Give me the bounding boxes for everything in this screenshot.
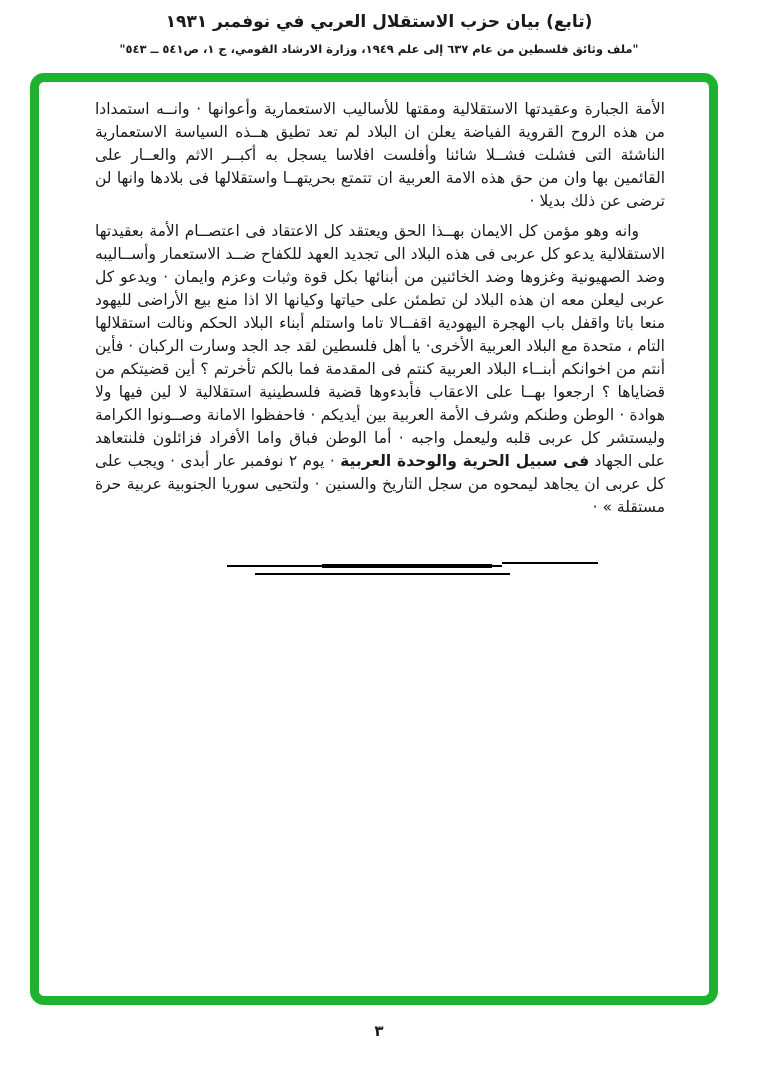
divider-rule-main-thick	[322, 564, 492, 568]
document-title: (تابع) بيان حزب الاستقلال العربي في نوفمبر ١٩٣١	[165, 12, 593, 32]
paragraph-2-bold-phrase: فى سبيل الحرية والوحدة العربية	[340, 452, 590, 470]
scan-highlight-frame	[30, 73, 718, 1005]
divider-rule-lower	[255, 573, 510, 575]
paragraph-2	[95, 220, 665, 519]
paragraph-1: الأمة الجبارة وعقيدتها الاستقلالية ومقتها للأساليب الاستعمارية وأعوانها · وانــه استمدادا من هذه الروح القروية الفياضة يعلن ان البلاد لم تعد تطيق هــذه السياسة الاستعمارية الناشئة التى فشلت فشــلا شائنا وأفلست افلاسا يسجل به أكبــر الاثم والعــار على القائمين بها وان من حق هذه الامة العربية ان تتمتع بحريتهــا واستقلالها فى بلادها وانها لن ترضى عن ذلك بديلا ·	[95, 100, 665, 210]
page-number: ٣	[374, 1022, 384, 1040]
source-citation: "ملف وثائق فلسطين من عام ٦٣٧ إلى علم ١٩٤٩، وزارة الارشاد القومي، ج ١، ص٥٤١ ــ ٥٤٣"	[119, 42, 639, 56]
paragraph-2-closing-text: · يوم ٢ نوفمبر عار أبدى · ويجب على كل عربى ان يجاهد ليمحوه من سجل التاريخ والسنين · ولتحيى سوريا الجنوبية عربية حرة مستقلة » ·	[95, 452, 665, 516]
divider-rule-right	[502, 562, 598, 564]
body-text-column	[95, 98, 665, 519]
paragraph-2-text: وانه وهو مؤمن كل الايمان بهــذا الحق ويعتقد كل الاعتقاد فى اعتصــام الأمة بعقيدتها الاستقلالية يدعو كل عربى فى هذه البلاد الى تجديد العهد للكفاح ضــد الاستعمار وأســاليبه وضد الصهيونية وغزوها وضد الخائنين من أبنائها بكل قوة وثبات وعزم وايمان · ويدعو كل عربى ليعلن معه ان هذه البلاد لن تطمئن على حياتها وكيانها الا اذا منع بيع الأراضى لليهود منعا باتا واقفل باب الهجرة اليهودية اقفــالا تاما واستلم أبناء البلاد الحكم ونالت استقلالها التام ، متحدة مع البلاد العربية الأخرى· يا أهل فلسطين لقد جد الجد وسارت الركبان · فأين أنتم من اخوانكم أبنــاء البلاد العربية كنتم فى المقدمة فما بالكم تأخرتم ؟ أين قضيتكم من قضاياها ؟ ارجعوا بهــا على الاعقاب فأبدءوها قضية فلسطينية استقلالية لا لين فيها ولا هوادة · الوطن وطنكم وشرف الأمة العربية بين أيديكم · فاحفظوا الامانة وصــونوا الكرامة وليستشر كل عربى قلبه وليعمل واجبه · أما الوطن فباق واما الأفراد فزائلون فلنتعاهد على الجهاد	[95, 222, 665, 470]
